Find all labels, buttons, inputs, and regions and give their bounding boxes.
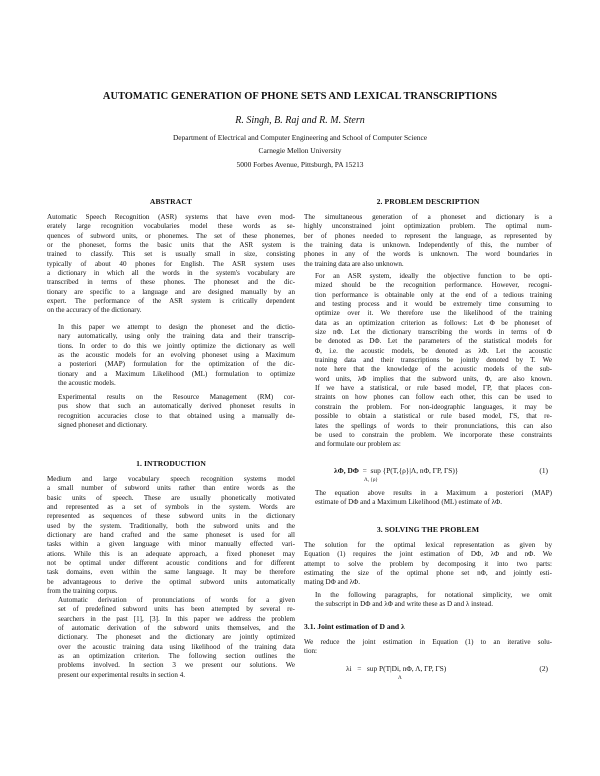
abstract-paragraph-3 <box>47 393 295 430</box>
solving-paragraph-1 <box>304 541 552 588</box>
affiliation-line: 5000 Forbes Avenue, Pittsburgh, PA 15213 <box>236 159 364 169</box>
text-line: present our experimental results in section 4. <box>58 670 186 679</box>
text-line: We reduce the joint estimation in Equation (1) to an iterative solu- <box>304 638 552 646</box>
text-line: size nΦ. Let the dictionary transcribing the words in terms of Φ <box>315 328 552 337</box>
text-line: optimize over it. We therefore use the likelihood of the training <box>315 309 552 318</box>
text-line: the training data are also unknown. <box>304 259 404 268</box>
text-line: as the acoustic models for an evolving phoneset using a Maximum <box>58 351 295 360</box>
text-line: Φ, i.e. the acoustic models, be denoted as λΦ. Let the acoustic <box>315 346 552 355</box>
text-line: trained to classify. This set is usually small in size, consisting <box>47 250 295 259</box>
text-line: The simultaneous generation of a phoneset and dictionary is a <box>304 213 552 221</box>
text-line: data as an optimization criterion as follows: Let Φ be phoneset of <box>315 318 552 327</box>
equation-1-rhs: {P(T,{ρ}|Λ, nΦ, ΓP, ΓS)} <box>382 466 459 475</box>
equation-1-number: (1) <box>539 466 548 475</box>
equation-1-lhs: λΦ, DΦ <box>334 466 359 475</box>
text-line: quences of subword units, or phonemes. The set of these phonemes, <box>47 231 295 240</box>
text-line: be advantageous to derive the optimal subword units automatically <box>47 577 295 586</box>
text-line: tasks within a given language with minor manually effected vari- <box>47 540 295 549</box>
solving-paragraph-2 <box>304 591 552 610</box>
abstract-heading: ABSTRACT <box>149 197 193 206</box>
intro-paragraph-2 <box>47 596 295 680</box>
text-line: from the training corpus. <box>47 587 118 596</box>
text-line: tion: <box>304 647 318 656</box>
text-line: attempt to solve the problem by decomposing it into two parts: <box>304 559 552 568</box>
affiliation <box>40 131 560 171</box>
equation-2-number: (2) <box>539 664 548 673</box>
text-line: the training data is unknown. Independently of this, the number of <box>304 241 552 250</box>
affiliation-line: Carnegie Mellon University <box>258 146 342 156</box>
text-line: estimating the size of the optimal phone set nΦ, and jointly esti- <box>304 569 552 578</box>
text-line: mized should be the recognition performance. However, recogni- <box>315 281 552 290</box>
equation-1-operator: = <box>362 466 367 475</box>
text-line: Medium and large vocabulary speech recognition systems model <box>47 475 295 483</box>
text-line: highly unconstrained joint optimization problem. The optimal num- <box>304 222 552 231</box>
text-line: of automatic derivation of the subword units themselves, and the <box>58 624 295 633</box>
equation-2-subscript: Λ <box>398 675 402 681</box>
text-line: The equation above results in a Maximum a posteriori (MAP) <box>315 489 552 497</box>
equation-1-expression <box>334 466 458 475</box>
text-line: Equation (1) requires the joint estimation of DΦ, λΦ and nΦ. We <box>304 550 552 559</box>
text-line: lates the spellings of words to their pronunciations, this can also <box>315 421 552 430</box>
text-line: note here that the knowledge of the acoustic models of the sub- <box>315 365 552 374</box>
text-line: or the phoneset, forms the basic units that the ASR system is <box>47 241 295 250</box>
text-line: ations. While this is an adequate approach, a fixed phoneset may <box>47 549 295 558</box>
text-line: Experimental results on the Resource Management (RM) cor- <box>58 393 295 401</box>
text-line: and testing process and it would be extremely time consuming to <box>315 300 552 309</box>
text-line: transcribed in terms of these phones. The phoneset and the dic- <box>47 278 295 287</box>
problem-paragraph-1 <box>304 213 552 269</box>
equation-2-expression <box>346 664 446 673</box>
subsection-heading: 3.1. Joint estimation of D and λ <box>304 622 405 631</box>
text-line: nary automatically, using only the training data and their transcrip- <box>58 332 295 341</box>
text-line: Automatic Speech Recognition (ASR) systems that have even mod- <box>47 213 295 221</box>
introduction-heading: 1. INTRODUCTION <box>136 459 206 468</box>
text-line: pus show that such an automatically derived phoneset results in <box>58 402 295 411</box>
text-line: basic units of speech. These are usually phonetically motivated <box>47 493 295 502</box>
text-line: not be optimal under different acoustic conditions and for different <box>47 559 295 568</box>
text-line: and formulate our problem as: <box>315 440 401 449</box>
problem-heading: 2. PROBLEM DESCRIPTION <box>376 197 480 206</box>
text-line: typically of about 40 phones for English. The ASR system uses <box>47 259 295 268</box>
equation-2-operator: = <box>357 664 362 673</box>
text-line: tion performance is obtainable only at the end of a tedious training <box>315 290 552 299</box>
text-line: constrain the problem. For non-ideographic languages, it may be <box>315 402 552 411</box>
text-line: used by the system. Traditionally, both the subword units and the <box>47 521 295 530</box>
text-line: the acoustic models. <box>58 379 116 388</box>
text-line: over the acoustic training data using likelihood of the training data <box>58 642 295 651</box>
text-line: ber of phones needed to represent the language, as represented by <box>304 231 552 240</box>
text-line: mating DΦ and λΦ. <box>304 578 360 587</box>
text-line: represented as sequences of these subword units in the dictionary <box>47 512 295 521</box>
equation-1-subscript: Λ, {ρ} <box>364 477 378 483</box>
text-line: In the following paragraphs, for notational simplicity, we omit <box>315 591 552 599</box>
solving-paragraph-3 <box>304 638 552 657</box>
equation-2-lhs: λi <box>346 664 352 673</box>
text-line: erately large recognition vocabularies model these words as se- <box>47 222 295 231</box>
problem-paragraph-3 <box>304 489 552 508</box>
text-line: The solution for the optimal lexical representation as given by <box>304 541 552 549</box>
text-line: straints on how phones can follow each other, this can be used to <box>315 393 552 402</box>
intro-paragraph-1 <box>47 475 295 596</box>
text-line: recognition accuracies close to that obtained using a manually de- <box>58 411 295 420</box>
text-line: be used to constrain the problem. We incorporate these constraints <box>315 430 552 439</box>
text-line: expert. The performance of the ASR system is critically dependent <box>47 297 295 306</box>
text-line: For an ASR system, ideally the objective function to be opti- <box>315 272 552 280</box>
text-line: a small number of subword units rather than entire words as the <box>47 484 295 493</box>
text-line: on the accuracy of the dictionary. <box>47 306 142 315</box>
text-line: the subscript in DΦ and λΦ and write these as D and λ instead. <box>315 600 494 609</box>
text-line: If we have a statistical, or rule based model, ΓP, that places con- <box>315 384 552 393</box>
equation-1-sup: sup <box>370 466 381 475</box>
text-line: searchers in the past [1], [3]. In this paper we address the problem <box>58 614 295 623</box>
paper-authors: R. Singh, B. Raj and R. M. Stern <box>235 115 365 126</box>
text-line: as an optimization criterion. The following section outlines the <box>58 652 295 661</box>
text-line: estimate of DΦ and a Maximum Likelihood (ML) estimate of λΦ. <box>315 498 502 507</box>
abstract-paragraph-1 <box>47 213 295 316</box>
text-line: possible to obtain a statistical or rule based model, ΓS, that re- <box>315 412 552 421</box>
text-line: dictionary are hand crafted and the same phoneset is used for all <box>47 531 295 540</box>
equation-2 <box>304 662 552 684</box>
text-line: tionary are specific to a language and are designed manually by an <box>47 287 295 296</box>
equation-2-sup: sup <box>366 664 378 673</box>
text-line: set of predefined subword units has been attempted by several re- <box>58 605 295 614</box>
text-line: problems involved. In section 3 we present our solutions. We <box>58 661 295 670</box>
text-line: word units, λΦ implies that the subword units, Φ, are also known. <box>315 374 552 383</box>
equation-2-rhs: P(T|Di, nΦ, Λ, ΓP, ΓS) <box>379 664 447 673</box>
abstract-paragraph-2 <box>47 323 295 388</box>
text-line: tions. In order to do this we jointly optimize the dictionary as well <box>58 341 295 350</box>
text-line: training data and their transcriptions be jointly denoted by T. We <box>315 356 552 365</box>
text-line: dictionary. The phoneset and the dictionary are jointly optimized <box>58 633 295 642</box>
text-line: In this paper we attempt to design the phoneset and the dictio- <box>58 323 295 331</box>
problem-paragraph-2 <box>304 272 552 450</box>
text-line: and represented as a set of symbols in the system. Words are <box>47 503 295 512</box>
solving-heading: 3. SOLVING THE PROBLEM <box>376 525 480 534</box>
text-line: be denoted as DΦ. Let the parameters of the statistical models for <box>315 337 552 346</box>
text-line: a dictionary in which all the words in the system's vocabulary are <box>47 269 295 278</box>
affiliation-line: Department of Electrical and Computer Engineering and School of Computer Science <box>172 133 428 142</box>
text-line: a posteriori (MAP) formulation for the optimization of the dic- <box>58 360 295 369</box>
equation-1 <box>304 464 552 486</box>
text-line: Automatic derivation of pronunciations of words for a given <box>58 596 295 604</box>
text-line: tionary and a Maximum Likelihood (ML) formulation to optimize <box>58 369 295 378</box>
text-line: phones in any of the words is unknown. The word boundaries in <box>304 250 552 259</box>
text-line: signed phoneset and dictionary. <box>58 421 148 430</box>
paper-title: AUTOMATIC GENERATION OF PHONE SETS AND LEXICAL TRANSCRIPTIONS <box>102 91 498 102</box>
text-line: task domains, even within the same language. It may be therefore <box>47 568 295 577</box>
